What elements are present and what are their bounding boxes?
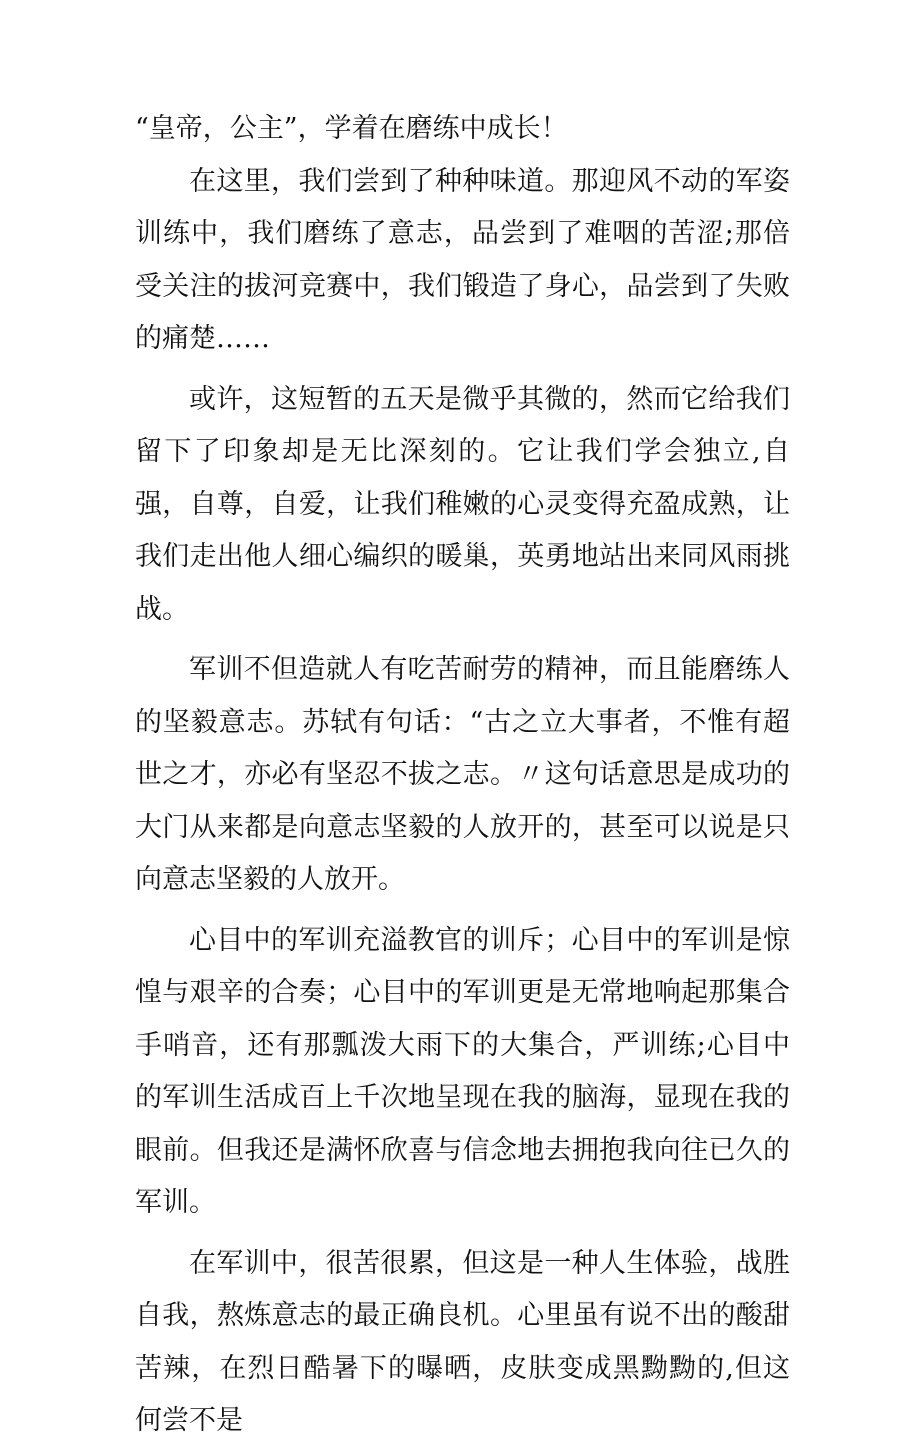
paragraph-4: 军训不但造就人有吃苦耐劳的精神，而且能磨练人的坚毅意志。苏轼有句话：“古之立大事者，不惟有超世之才，亦必有坚忍不拔之志。〃这句话意思是成功的大门从来都是向意志坚毅的人放开的，甚至可以说是只向意志坚毅的人放开。	[135, 654, 790, 895]
paragraph-3: 或许，这短暂的五天是微乎其微的，然而它给我们留下了印象却是无比深刻的。它让我们学会独立,自强，自尊，自爱，让我们稚嫩的心灵变得充盈成熟，让我们走出他人细心编织的暖巢，英勇地站出来同风雨挑战。	[135, 383, 790, 625]
paragraph-1: “皇帝，公主”，学着在磨练中成长！	[135, 113, 568, 144]
document-body	[135, 103, 790, 1448]
paragraph-5: 心目中的军训充溢教官的训斥；心目中的军训是惊惶与艰辛的合奏；心目中的军训更是无常地响起那集合手哨音，还有那瓢泼大雨下的大集合，严训练;心目中的军训生活成百上千次地呈现在我的脑海，显现在我的眼前。但我还是满怀欣喜与信念地去拥抱我向往已久的军训。	[135, 924, 790, 1218]
paragraph-2: 在这里，我们尝到了种种味道。那迎风不动的军姿训练中，我们磨练了意志，品尝到了难咽的苦涩;那倍受关注的拔河竞赛中，我们锻造了身心，品尝到了失败的痛楚……	[135, 165, 790, 354]
paragraph-6: 在军训中，很苦很累，但这是一种人生体验，战胜自我，熬炼意志的最正确良机。心里虽有说不出的酸甜苦辣，在烈日酷暑下的曝晒，皮肤变成黑黝黝的,但这何尝不是	[135, 1247, 790, 1436]
